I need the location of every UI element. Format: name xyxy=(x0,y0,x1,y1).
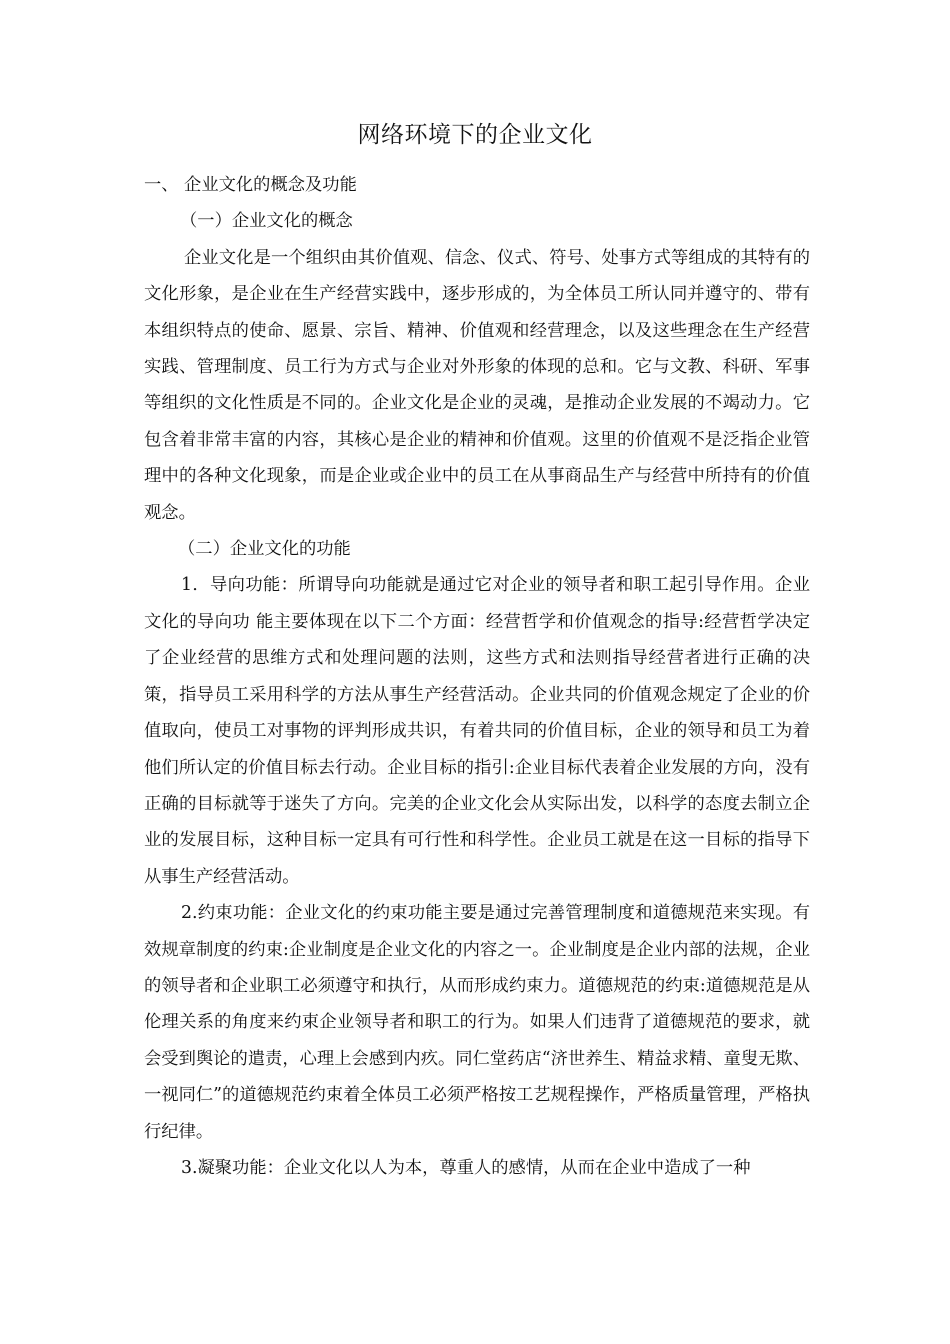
paragraph-function-cohesion: 3.凝聚功能：企业文化以人为本，尊重人的感情，从而在企业中造成了一种 xyxy=(181,1157,751,1178)
paragraph-function-constraint: 2.约束功能：企业文化的约束功能主要是通过完善管理制度和道德规范来实现。有效规章制度的约束:企业制度是企业文化的内容之一。企业制度是企业内部的法规，企业的领导者和企业职工必须遵守和执行，从而形成约束力。道德规范的约束:道德规范是从伦理关系的角度来约束企业领导者和职工的行为。如果人们违背了道德规范的要求，就会受到舆论的遣责，心理上会感到内疚。同仁堂药店“济世养生、精益求精、童叟无欺、一视同仁”的道德规范约束着全体员工必须严格按工艺规程操作，严格质量管理，严格执行纪律。 xyxy=(144,903,810,1142)
paragraph-function-guidance: 1．导向功能：所谓导向功能就是通过它对企业的领导者和职工起引导作用。企业文化的导向功 能主要体现在以下二个方面：经营哲学和价值观念的指导:经营哲学决定了企业经营的思维方式和处理问题的法则，这些方式和法则指导经营者进行正确的决策，指导员工采用科学的方法从事生产经营活动。企业共同的价值观念规定了企业的价值取向，使员工对事物的评判形成共识，有着共同的价值目标，企业的领导和员工为着他们所认定的价值目标去行动。企业目标的指引:企业目标代表着企业发展的方向，没有正确的目标就等于迷失了方向。完美的企业文化会从实际出发，以科学的态度去制立企业的发展目标，这种目标一定具有可行性和科学性。企业员工就是在这一目标的指导下从事生产经营活动。 xyxy=(144,575,810,887)
subsection-heading-function: （二）企业文化的功能 xyxy=(178,539,351,560)
subsection-heading-concept: （一）企业文化的概念 xyxy=(180,211,353,232)
section-heading-1: 一、 企业文化的概念及功能 xyxy=(144,175,357,195)
document-body xyxy=(144,167,810,1186)
paragraph-concept: 企业文化是一个组织由其价值观、信念、仪式、符号、处事方式等组成的其特有的文化形象，是企业在生产经营实践中，逐步形成的，为全体员工所认同并遵守的、带有本组织特点的使命、愿景、宗旨、精神、价值观和经营理念，以及这些理念在生产经营实践、管理制度、员工行为方式与企业对外形象的体现的总和。它与文教、科研、军事等组织的文化性质是不同的。企业文化是企业的灵魂，是推动企业发展的不竭动力。它包含着非常丰富的内容，其核心是企业的精神和价值观。这里的价值观不是泛指企业管理中的各种文化现象，而是企业或企业中的员工在从事商品生产与经营中所持有的价值观念。 xyxy=(144,247,810,523)
page-title: 网络环境下的企业文化 xyxy=(357,122,593,148)
